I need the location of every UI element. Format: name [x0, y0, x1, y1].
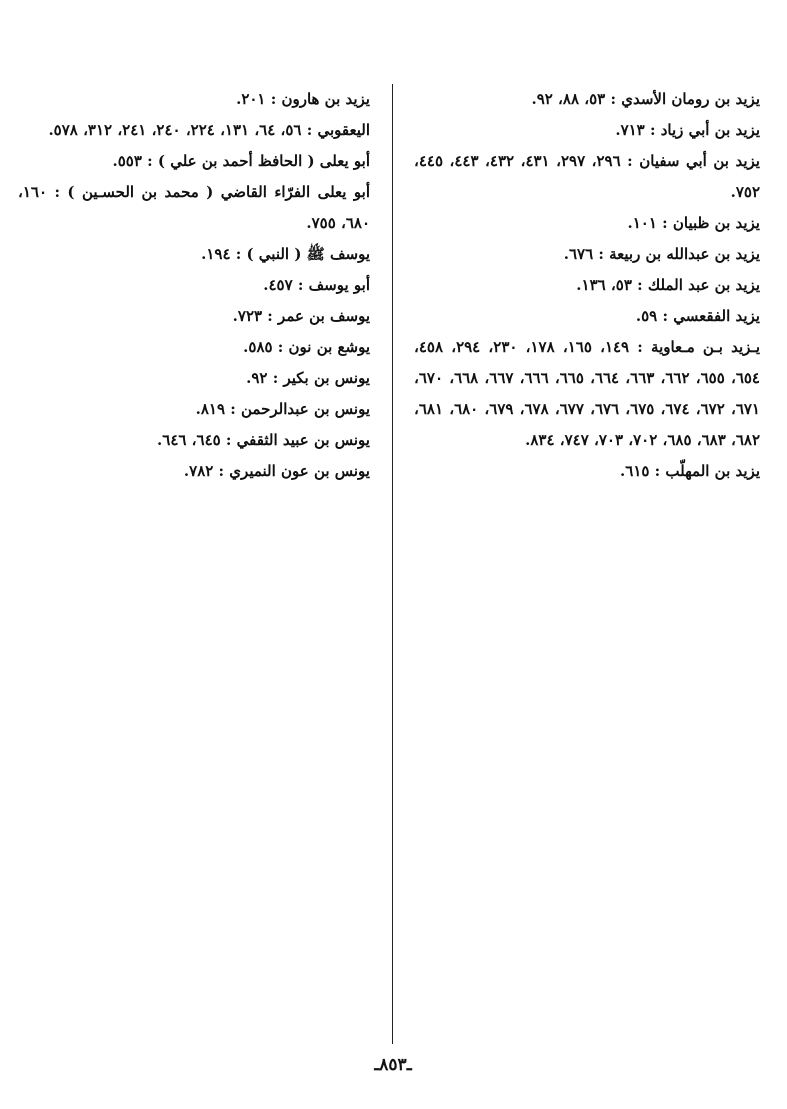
column-divider — [392, 84, 393, 1044]
index-entry: يزيد بن هارون : ٢٠١. — [236, 90, 370, 108]
index-column-right — [414, 84, 760, 487]
index-entry: يونس بن عبيد الثقفي : ٦٤٥، ٦٤٦. — [157, 431, 370, 449]
divider-gap — [390, 254, 391, 294]
index-entry: يونس بن بكير : ٩٢. — [246, 369, 370, 387]
index-entry: أبو يوسف : ٤٥٧. — [263, 276, 370, 294]
index-entry: أبو يعلى الفرّاء القاضي ( محمد بن الحسـين ) : ١٦٠، ٦٨٠، ٧٥٥. — [18, 183, 370, 232]
index-entry: يوسف ﷺ ( النبي ) : ١٩٤. — [201, 245, 370, 263]
index-entry: يزيد بن أبي سفيان : ٢٩٦، ٢٩٧، ٤٣١، ٤٣٢، ٤٤٣، ٤٤٥، ٧٥٢. — [414, 152, 760, 201]
index-entry: يوسف بن عمر : ٧٢٣. — [232, 307, 370, 325]
index-entry: يـزيد بـن مـعاوية : ١٤٩، ١٦٥، ١٧٨، ٢٣٠، ٢٩٤، ٤٥٨، ٦٥٤، ٦٥٥، ٦٦٢، ٦٦٣، ٦٦٤، ٦٦٥، ٦٦٦، ٦٦٧، ٦٦٨، ٦٧٠، ٦٧١، ٦٧٢، ٦٧٤، ٦٧٥، ٦٧٦، ٦٧٧، ٦٧٨، ٦٧٩، ٦٨٠، ٦٨١، ٦٨٢، ٦٨٣، ٦٨٥، ٧٠٢، ٧٠٣، ٧٤٧، ٨٣٤. — [414, 338, 760, 449]
page-number: ـ٨٥٣ـ — [374, 1055, 412, 1075]
index-entry: اليعقوبي : ٥٦، ٦٤، ١٣١، ٢٢٤، ٢٤٠، ٢٤١، ٣١٢، ٥٧٨. — [48, 121, 370, 139]
index-entry: يزيد بن رومان الأسدي : ٥٣، ٨٨، ٩٢. — [531, 90, 760, 108]
index-entry: يزيد بن أبي زياد : ٧١٣. — [615, 121, 760, 139]
index-entry: يزيد بن المهلّب : ٦١٥. — [620, 462, 760, 480]
index-column-left — [18, 84, 370, 487]
index-entry: يزيد بن عبد الملك : ٥٣، ١٣٦. — [576, 276, 760, 294]
divider-gap — [390, 844, 391, 884]
index-entry: يزيد بن ظبيان : ١٠١. — [627, 214, 760, 232]
index-entry: يزيد بن عبدالله بن ربيعة : ٦٧٦. — [563, 245, 760, 263]
index-entry: يزيد الفقعسي : ٥٩. — [635, 307, 760, 325]
index-entry: أبو يعلى ( الحافظ أحمد بن علي ) : ٥٥٣. — [112, 152, 370, 170]
index-entry: يونس بن عبدالرحمن : ٨١٩. — [195, 400, 370, 418]
divider-gap — [390, 554, 391, 594]
index-entry: يوشع بن نون : ٥٨٥. — [243, 338, 370, 356]
index-entry: يونس بن عون النميري : ٧٨٢. — [183, 462, 370, 480]
